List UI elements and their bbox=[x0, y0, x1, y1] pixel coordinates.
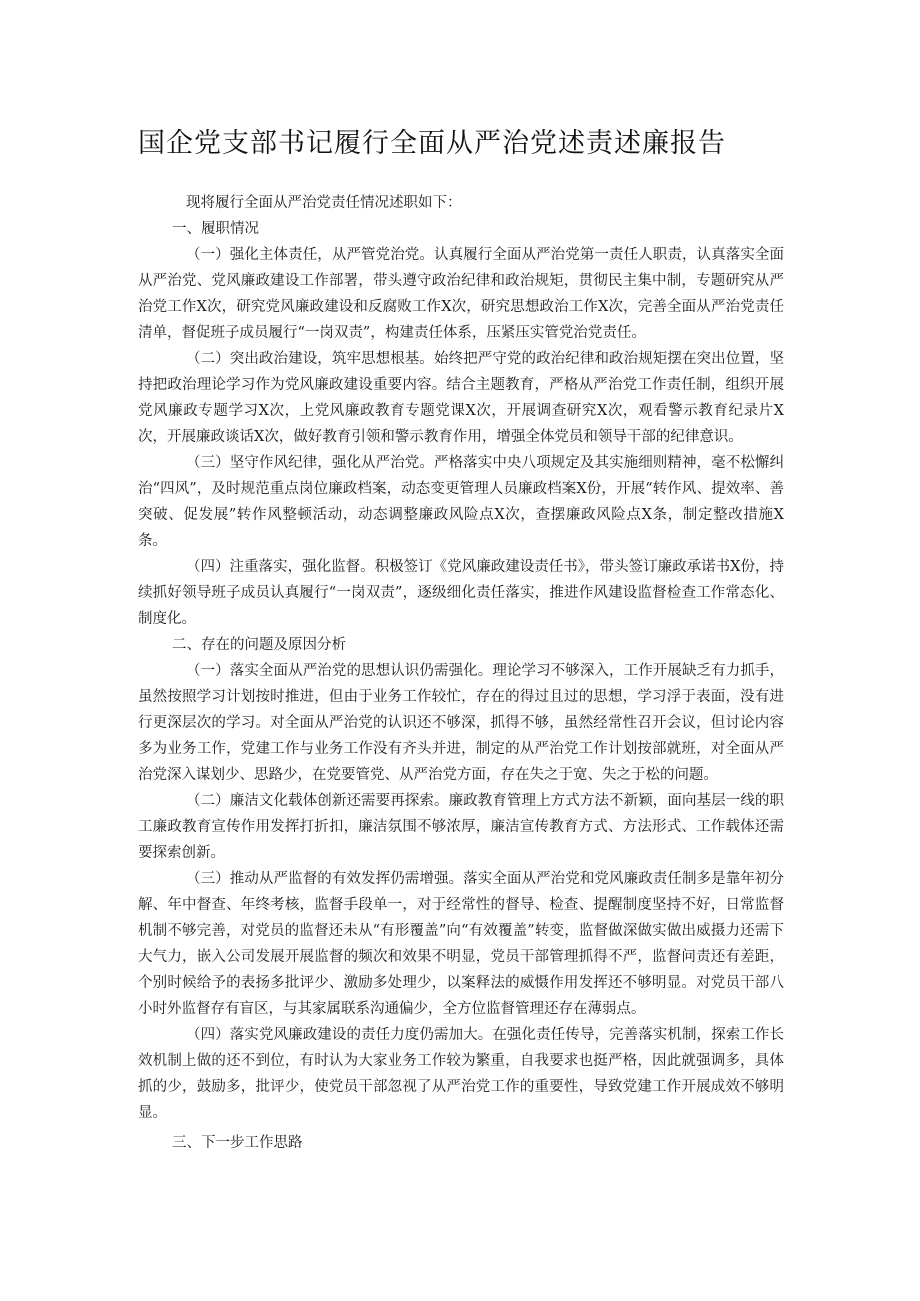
section2-item-2: （二）廉洁文化载体创新还需要再探索。廉政教育管理上方式方法不新颖，面向基层一线的职工廉政教育宣传作用发挥打折扣，廉洁氛围不够浓厚，廉洁宣传教育方式、方法形式、工作载体还需要探索创新。 bbox=[138, 793, 784, 861]
intro-paragraph: 现将履行全面从严治党责任情况述职如下： bbox=[186, 195, 462, 211]
section1-item-2: （二）突出政治建设，筑牢思想根基。始终把严守党的政治纪律和政治规矩摆在突出位置，坚持把政治理论学习作为党风廉政建设重要内容。结合主题教育，严格从严治党工作责任制，组织开展党风廉政专题学习X次，上党风廉政教育专题党课X次，开展调查研究X次，观看警示教育纪录片X次，开展廉政谈话X次，做好教育引领和警示教育作用，增强全体党员和领导干部的纪律意识。 bbox=[138, 351, 784, 445]
section-heading-problems: 二、存在的问题及原因分析 bbox=[172, 637, 346, 653]
section1-item-4: （四）注重落实，强化监督。积极签订《党风廉政建设责任书》，带头签订廉政承诺书X份，持续抓好领导班子成员认真履行“一岗双责”，逐级细化责任落实，推进作风建设监督检查工作常态化、制度化。 bbox=[138, 559, 784, 627]
section2-item-1: （一）落实全面从严治党的思想认识仍需强化。理论学习不够深入，工作开展缺乏有力抓手，虽然按照学习计划按时推进，但由于业务工作较忙，存在的得过且过的思想，学习浮于表面，没有进行更深层次的学习。对全面从严治党的认识还不够深，抓得不够，虽然经常性召开会议，但讨论内容多为业务工作，党建工作与业务工作没有齐头并进，制定的从严治党工作计划按部就班，对全面从严治党深入谋划少、思路少，在党要管党、从严治党方面，存在失之于宽、失之于松的问题。 bbox=[138, 663, 784, 783]
section1-item-3: （三）坚守作风纪律，强化从严治党。严格落实中央八项规定及其实施细则精神，毫不松懈纠治“四风”，及时规范重点岗位廉政档案，动态变更管理人员廉政档案X份，开展“转作风、提效率、善突破、促发展”转作风整顿活动，动态调整廉政风险点X次，查摆廉政风险点X条，制定整改措施X条。 bbox=[138, 455, 784, 549]
section-heading-next-steps: 三、下一步工作思路 bbox=[172, 1135, 303, 1151]
document-title: 国企党支部书记履行全面从严治党述责述廉报告 bbox=[138, 128, 726, 159]
section2-item-4: （四）落实党风廉政建设的责任力度仍需加大。在强化责任传导，完善落实机制，探索工作长效机制上做的还不到位，有时认为大家业务工作较为繁重，自我要求也挺严格，因此就强调多，具体抓的少，鼓励多，批评少，使党员干部忽视了从严治党工作的重要性，导致党建工作开展成效不够明显。 bbox=[138, 1027, 784, 1121]
section-heading-performance: 一、履职情况 bbox=[172, 221, 259, 237]
section2-item-3: （三）推动从严监督的有效发挥仍需增强。落实全面从严治党和党风廉政责任制多是靠年初分解、年中督查、年终考核，监督手段单一，对于经常性的督导、检查、提醒制度坚持不好，日常监督机制不够完善，对党员的监督还未从“有形覆盖”向“有效覆盖”转变，监督做深做实做出威摄力还需下大气力，嵌入公司发展开展监督的频次和效果不明显，党员干部管理抓得不严，监督问责还有差距，个别时候给予的表扬多批评少、激励多处理少，以案释法的威慑作用发挥还不够明显。对党员干部八小时外监督存有盲区，与其家属联系沟通偏少，全方位监督管理还存在薄弱点。 bbox=[138, 871, 784, 1017]
document-body bbox=[138, 124, 784, 1156]
section1-item-1: （一）强化主体责任，从严管党治党。认真履行全面从严治党第一责任人职责，认真落实全面从严治党、党风廉政建设工作部署，带头遵守政治纪律和政治规矩，贯彻民主集中制，专题研究从严治党工作X次，研究党风廉政建设和反腐败工作X次，研究思想政治工作X次，完善全面从严治党责任清单，督促班子成员履行“一岗双责”，构建责任体系，压紧压实管党治党责任。 bbox=[138, 247, 784, 341]
